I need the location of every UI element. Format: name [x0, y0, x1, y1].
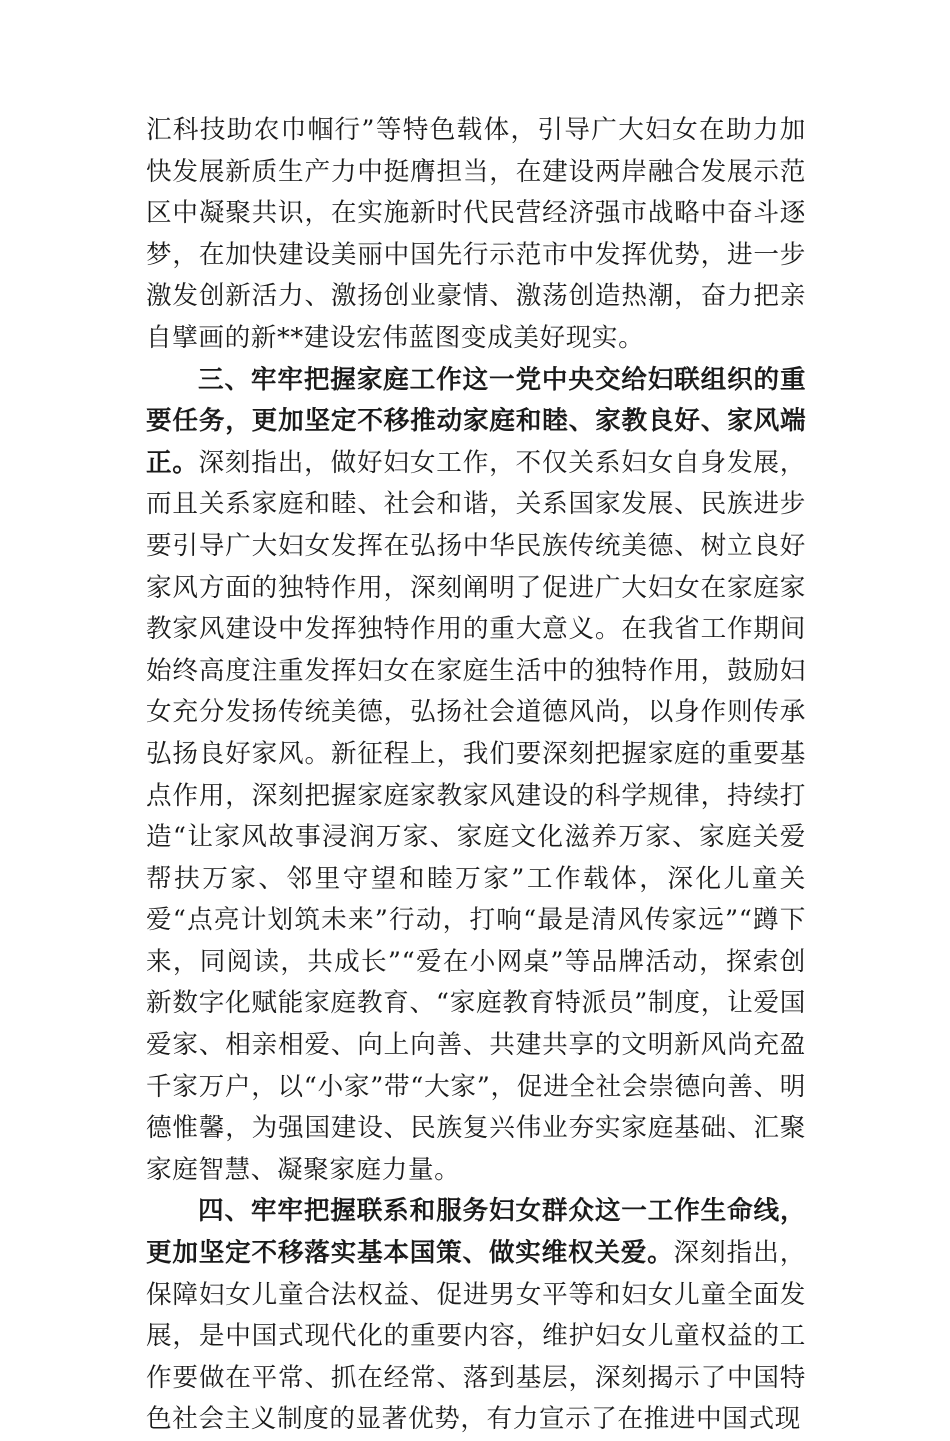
document-page: [146, 110, 806, 1441]
paragraph-2: [146, 360, 806, 1192]
paragraph-3: [146, 1191, 806, 1441]
paragraph-2-heading: 三、牢牢把握家庭工作这一党中央交给妇联组织的重要任务，更加坚定不移推动家庭和睦、家教良好、家风端正。: [146, 364, 806, 478]
paragraph-3-text: 深刻指出，保障妇女儿童合法权益、促进男女平等和妇女儿童全面发展，是中国式现代化的重要内容，维护妇女儿童权益的工作要做在平常、抓在经常、落到基层，深刻揭示了中国特色社会主义制度的显著优势，有力宣示了在推进中国式现: [146, 1238, 806, 1435]
paragraph-1: [146, 110, 806, 360]
paragraph-3-heading: 四、牢牢把握联系和服务妇女群众这一工作生命线，更加坚定不移落实基本国策、做实维权关爱。: [146, 1196, 806, 1269]
paragraph-1-text: 汇科技助农巾帼行”等特色载体，引导广大妇女在助力加快发展新质生产力中挺膺担当，在建设两岸融合发展示范区中凝聚共识，在实施新时代民营经济强市战略中奋斗逐梦，在加快建设美丽中国先行示范市中发挥优势，进一步激发创新活力、激扬创业豪情、激荡创造热潮，奋力把亲自擘画的新**建设宏伟蓝图变成美好现实。: [146, 115, 806, 353]
paragraph-2-text: 深刻指出，做好妇女工作，不仅关系妇女自身发展，而且关系家庭和睦、社会和谐，关系国家发展、民族进步要引导广大妇女发挥在弘扬中华民族传统美德、树立良好家风方面的独特作用，深刻阐明了促进广大妇女在家庭家教家风建设中发挥独特作用的重大意义。在我省工作期间始终高度注重发挥妇女在家庭生活中的独特作用，鼓励妇女充分发扬传统美德，弘扬社会道德风尚，以身作则传承弘扬良好家风。新征程上，我们要深刻把握家庭的重要基点作用，深刻把握家庭家教家风建设的科学规律，持续打造“让家风故事浸润万家、家庭文化滋养万家、家庭关爱帮扶万家、邻里守望和睦万家”工作载体，深化儿童关爱“点亮计划筑未来”行动，打响“最是清风传家远”“蹲下来，同阅读，共成长”“爱在小网桌”等品牌活动，探索创新数字化赋能家庭教育、“家庭教育特派员”制度，让爱国爱家、相亲相爱、向上向善、共建共享的文明新风尚充盈千家万户，以“小家”带“大家”，促进全社会崇德向善、明德惟馨，为强国建设、民族复兴伟业夯实家庭基础、汇聚家庭智慧、凝聚家庭力量。: [146, 447, 806, 1185]
